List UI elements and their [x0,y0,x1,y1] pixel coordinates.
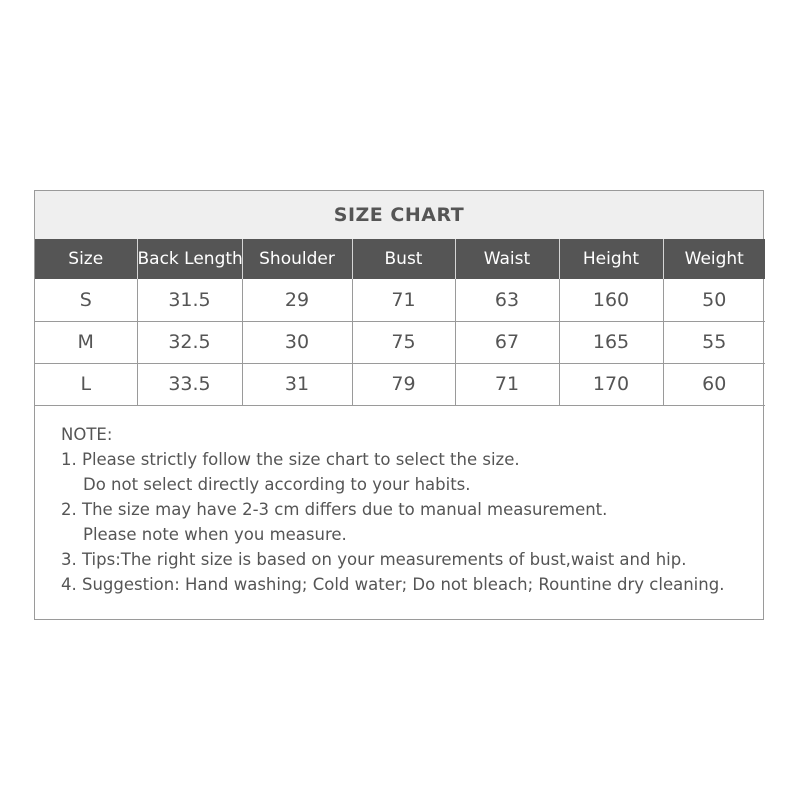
table-cell: 33.5 [137,363,242,405]
column-header-back-length: Back Length [137,239,242,279]
table-cell: 67 [455,321,559,363]
table-row [35,279,765,321]
table-cell: 31.5 [137,279,242,321]
table-cell: 160 [559,279,663,321]
chart-title: SIZE CHART [35,191,763,239]
table-cell: 75 [352,321,455,363]
table-cell: 71 [455,363,559,405]
header-row [35,239,765,279]
table-cell: 30 [242,321,352,363]
table-cell: 31 [242,363,352,405]
column-header-shoulder: Shoulder [242,239,352,279]
notes-section [35,406,763,597]
table-cell: 32.5 [137,321,242,363]
table-cell: 63 [455,279,559,321]
note-line-3: 3. Tips:The right size is based on your measurements of bust,waist and hip. [61,549,687,569]
table-cell: 165 [559,321,663,363]
table-cell: 50 [663,279,765,321]
column-header-bust: Bust [352,239,455,279]
table-cell: 60 [663,363,765,405]
table-cell: 29 [242,279,352,321]
column-header-height: Height [559,239,663,279]
table-cell: S [35,279,137,321]
notes-heading: NOTE: [61,424,113,444]
note-line-4: 4. Suggestion: Hand washing; Cold water; Do not bleach; Rountine dry cleaning. [61,574,725,594]
table-cell: M [35,321,137,363]
table-cell: 71 [352,279,455,321]
table-cell: L [35,363,137,405]
note-line-1-continued: Do not select directly according to your habits. [83,474,471,494]
table-cell: 170 [559,363,663,405]
table-row [35,363,765,405]
table-row [35,321,765,363]
size-chart [34,190,764,620]
note-line-2: 2. The size may have 2-3 cm differs due to manual measurement. [61,499,608,519]
table-cell: 79 [352,363,455,405]
column-header-size: Size [35,239,137,279]
table-cell: 55 [663,321,765,363]
column-header-weight: Weight [684,249,744,269]
size-table [35,239,765,406]
column-header-waist: Waist [455,239,559,279]
note-line-1: 1. Please strictly follow the size chart to select the size. [61,449,520,469]
note-line-2-continued: Please note when you measure. [83,524,347,544]
